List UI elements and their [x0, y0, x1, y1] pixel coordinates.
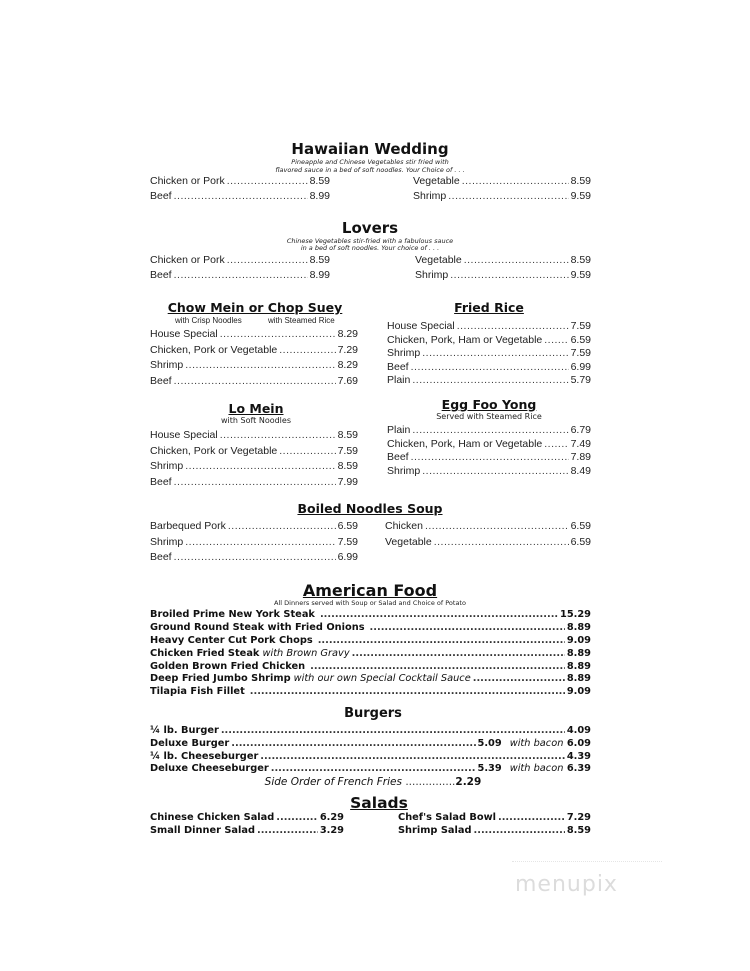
- menu-item: Vegetable ..... 6.59: [385, 536, 591, 552]
- chow-mein-subheads: [175, 316, 360, 325]
- lo-mein-title: Lo Mein: [228, 401, 284, 416]
- burgers-title: Burgers: [344, 706, 402, 721]
- lovers-left-list: [150, 254, 330, 284]
- egg-foo-yong-list: [387, 424, 591, 478]
- salads-right-list: [398, 812, 591, 838]
- menu-item: Shrimp ..... 8.29: [150, 359, 358, 375]
- menu-item: Vegetable ..... 8.59: [413, 175, 591, 190]
- menu-item: Chef's Salad Bowl ..... 7.29: [398, 812, 591, 825]
- american-food-list: [150, 609, 591, 699]
- menu-item: Chicken or Pork ..... 8.59: [150, 254, 330, 269]
- menu-item: Chinese Chicken Salad ..... 6.29: [150, 812, 344, 825]
- menu-item: Beef ..... 6.99: [387, 361, 591, 375]
- hawaiian-wedding-desc-line1: Pineapple and Chinese Vegetables stir fried with: [291, 158, 449, 166]
- menu-item: House Special ..... 8.29: [150, 328, 358, 344]
- menu-item: Plain ..... 6.79: [387, 424, 591, 438]
- menu-item: Beef ..... 6.99: [150, 551, 358, 567]
- chow-mein-list: [150, 328, 358, 390]
- lovers-title: Lovers: [341, 219, 399, 237]
- chow-mein-title: Chow Mein or Chop Suey: [167, 300, 343, 315]
- menu-item: Shrimp ..... 7.59: [150, 536, 358, 552]
- menu-item: House Special ..... 8.59: [150, 429, 358, 445]
- steamed-rice-label: with Steamed Rice: [268, 316, 335, 325]
- lovers-right-list: [415, 254, 591, 284]
- menu-item: Broiled Prime New York Steak ..... 15.29: [150, 609, 591, 622]
- watermark-divider: [512, 861, 662, 862]
- american-food-title: American Food: [302, 581, 438, 600]
- menu-item: Heavy Center Cut Pork Chops ..... 9.09: [150, 635, 591, 648]
- hawaiian-wedding-desc-line2: flavored sauce in a bed of soft noodles. Your Choice of . . .: [275, 166, 465, 174]
- with-bacon-price: with bacon 6.09: [509, 737, 591, 749]
- menu-item: Beef ..... 7.99: [150, 476, 358, 492]
- menu-item: Shrimp ..... 8.59: [150, 460, 358, 476]
- fried-rice-title: Fried Rice: [454, 300, 524, 315]
- menu-item: Beef ..... 8.99: [150, 190, 330, 205]
- menu-item: Shrimp Salad ..... 8.59: [398, 825, 591, 838]
- menu-item: Small Dinner Salad ..... 3.29: [150, 825, 344, 838]
- menu-item: Ground Round Steak with Fried Onions ..... 8.89: [150, 622, 591, 635]
- salads-left-list: [150, 812, 344, 838]
- menu-item: Shrimp ..... 9.59: [413, 190, 591, 205]
- fried-rice-list: [387, 320, 591, 388]
- menu-item: Chicken, Pork or Vegetable ..... 7.59: [150, 445, 358, 461]
- menu-item: Beef ..... 7.89: [387, 451, 591, 465]
- menu-item: House Special ..... 7.59: [387, 320, 591, 334]
- hawaiian-wedding-right-list: [413, 175, 591, 205]
- menu-item: Chicken ..... 6.59: [385, 520, 591, 536]
- menu-item: Deep Fried Jumbo Shrimp with our own Special Cocktail Sauce ..... 8.89: [150, 673, 591, 686]
- lo-mein-list: [150, 429, 358, 491]
- hawaiian-wedding-left-list: [150, 175, 330, 205]
- menu-item: ¼ lb. Cheeseburger ..... 4.39: [150, 751, 591, 764]
- noodle-soup-left-list: [150, 520, 358, 567]
- menu-item: Shrimp ..... 9.59: [415, 269, 591, 284]
- menu-item: Beef ..... 8.99: [150, 269, 330, 284]
- hawaiian-wedding-title: Hawaiian Wedding: [291, 140, 449, 158]
- menu-item: Tilapia Fish Fillet ..... 9.09: [150, 686, 591, 699]
- menu-item: Plain ..... 5.79: [387, 374, 591, 388]
- crisp-noodles-label: with Crisp Noodles: [175, 316, 242, 325]
- menu-item: Deluxe Cheeseburger ..... 5.39 with bacon 6.39: [150, 763, 591, 776]
- menu-item: Chicken or Pork ..... 8.59: [150, 175, 330, 190]
- menu-item: Vegetable ..... 8.59: [415, 254, 591, 269]
- lovers-desc-line1: Chinese Vegetables stir-fried with a fabulous sauce: [286, 237, 454, 245]
- menu-item: Shrimp ..... 7.59: [387, 347, 591, 361]
- menu-item: Chicken, Pork, Ham or Vegetable ..... 7.49: [387, 438, 591, 452]
- lovers-desc-line2: in a bed of soft noodles. Your choice of . . .: [300, 244, 440, 252]
- egg-foo-yong-sub: Served with Steamed Rice: [436, 412, 542, 421]
- menu-item: Deluxe Burger ..... 5.09 with bacon 6.09: [150, 738, 591, 751]
- burgers-list: [150, 725, 591, 776]
- menu-item: Chicken, Pork, Ham or Vegetable ..... 6.59: [387, 334, 591, 348]
- lo-mein-sub: with Soft Noodles: [220, 416, 291, 425]
- egg-foo-yong-title: Egg Foo Yong: [441, 397, 537, 412]
- american-food-sub: All Dinners served with Soup or Salad and Choice of Potato: [274, 599, 466, 607]
- side-fries-line: Side Order of French Fries ...............2.29: [264, 776, 482, 788]
- noodle-soup-right-list: [385, 520, 591, 551]
- menu-item: ¼ lb. Burger ..... 4.09: [150, 725, 591, 738]
- boiled-noodles-soup-title: Boiled Noodles Soup: [297, 501, 443, 516]
- menu-item: Chicken, Pork or Vegetable ..... 7.29: [150, 344, 358, 360]
- menu-item: Chicken Fried Steak with Brown Gravy ..... 8.89: [150, 648, 591, 661]
- menu-item: Barbequed Pork ..... 6.59: [150, 520, 358, 536]
- with-bacon-price: with bacon 6.39: [509, 763, 591, 775]
- salads-title: Salads: [350, 794, 408, 812]
- menu-item: Beef ..... 7.69: [150, 375, 358, 391]
- menu-item: Shrimp ..... 8.49: [387, 465, 591, 479]
- menu-item: Golden Brown Fried Chicken ..... 8.89: [150, 661, 591, 674]
- menupix-watermark: menupix: [515, 872, 618, 897]
